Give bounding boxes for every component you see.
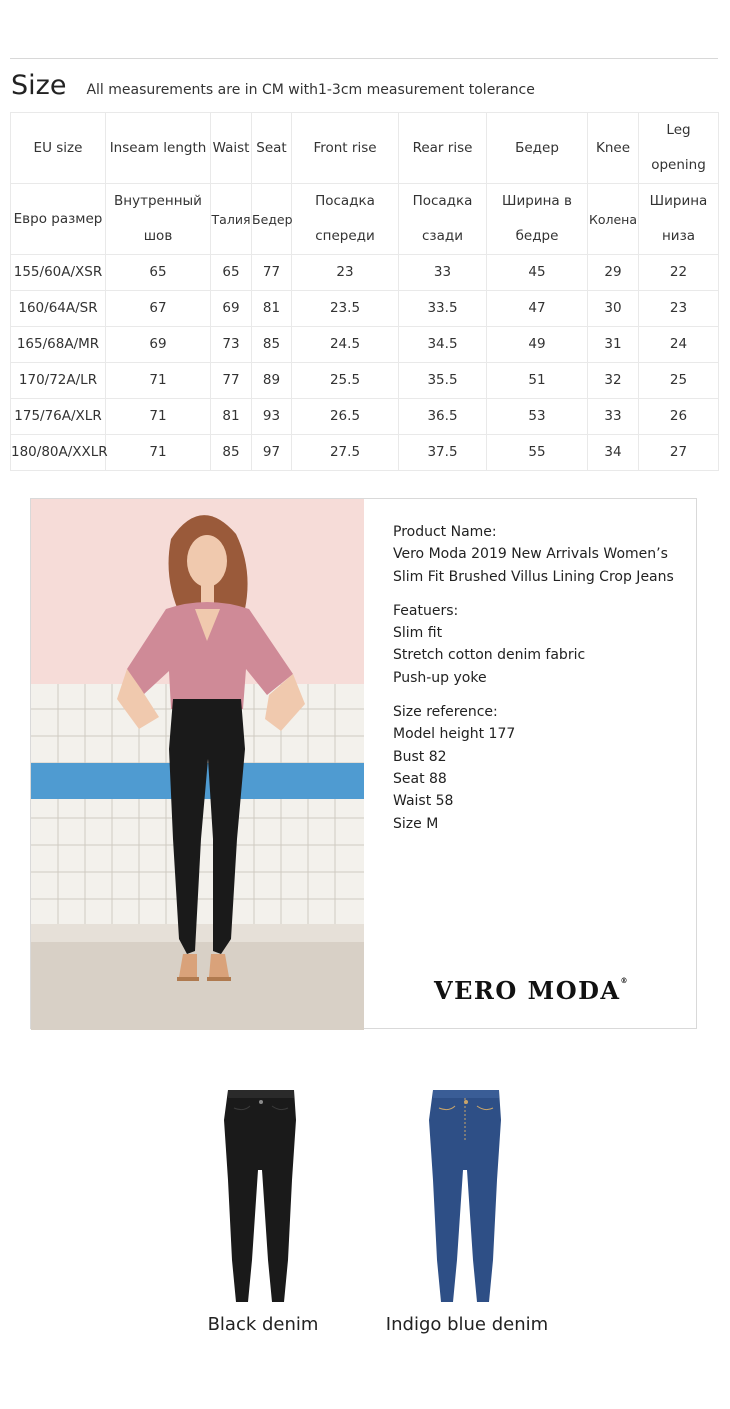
table-cell: 73 [211, 327, 252, 363]
table-cell: 180/80A/XXLR [11, 435, 106, 471]
size-reference-label: Size reference: [393, 704, 498, 721]
header-cell: Талия [211, 184, 252, 255]
indigo-jeans-icon [385, 1080, 545, 1310]
table-cell: 85 [252, 327, 292, 363]
header-cell: Rear rise [399, 113, 487, 184]
size-note: All measurements are in CM with1-3cm measurement tolerance [86, 82, 535, 98]
registered-mark: ® [620, 976, 628, 985]
size-reference-item: Seat 88 [393, 770, 447, 787]
table-cell: 67 [106, 291, 211, 327]
size-header [11, 70, 535, 104]
feature-item: Stretch cotton denim fabric [393, 647, 586, 664]
table-cell: 34 [588, 435, 639, 471]
table-cell: 33.5 [399, 291, 487, 327]
header-cell: Евро размер [11, 184, 106, 255]
table-cell: 53 [487, 399, 588, 435]
black-jeans-illustration [180, 1080, 340, 1310]
header-cell [639, 113, 719, 184]
table-cell: 22 [639, 255, 719, 291]
features-block [393, 600, 693, 689]
model-photo [31, 499, 364, 1030]
table-cell: 89 [252, 363, 292, 399]
table-cell: 26 [639, 399, 719, 435]
feature-item: Push-up yoke [393, 669, 487, 686]
table-cell: 34.5 [399, 327, 487, 363]
table-cell: 81 [211, 399, 252, 435]
header-cell: Waist [211, 113, 252, 184]
table-row [11, 435, 719, 471]
table-cell: 24.5 [292, 327, 399, 363]
size-reference-block [393, 701, 693, 835]
product-name-label: Product Name: [393, 524, 497, 540]
header-cell [639, 184, 719, 255]
black-jeans-icon [180, 1080, 340, 1310]
product-name-block [393, 521, 693, 588]
table-row [11, 363, 719, 399]
feature-item: Slim fit [393, 625, 443, 642]
table-cell: 69 [106, 327, 211, 363]
swatch-label-black: Black denim [207, 1314, 319, 1335]
product-name-line: Slim Fit Brushed Villus Lining Crop Jeans [393, 568, 674, 585]
table-row [11, 327, 719, 363]
table-cell: 165/68A/MR [11, 327, 106, 363]
table-cell: 31 [588, 327, 639, 363]
table-cell: 77 [211, 363, 252, 399]
size-chart-table [10, 112, 719, 471]
size-reference-item: Waist 58 [393, 793, 454, 810]
size-reference-item: Bust 82 [393, 748, 447, 765]
table-row [11, 291, 719, 327]
table-cell: 65 [211, 255, 252, 291]
product-name-line: Vero Moda 2019 New Arrivals Women’s [393, 546, 668, 563]
table-cell: 71 [106, 435, 211, 471]
table-cell: 77 [252, 255, 292, 291]
table-cell: 30 [588, 291, 639, 327]
indigo-jeans-illustration [385, 1080, 545, 1310]
size-title: Size [11, 70, 67, 101]
header-row-ru [11, 184, 719, 255]
table-cell: 23.5 [292, 291, 399, 327]
header-row-en [11, 113, 719, 184]
header-cell [106, 184, 211, 255]
table-cell: 55 [487, 435, 588, 471]
header-cell-wrapped: Ширина низа [649, 193, 708, 244]
table-cell: 27.5 [292, 435, 399, 471]
table-cell: 81 [252, 291, 292, 327]
table-cell: 65 [106, 255, 211, 291]
table-cell: 47 [487, 291, 588, 327]
table-cell: 45 [487, 255, 588, 291]
table-cell: 175/76A/XLR [11, 399, 106, 435]
header-cell: Бедер [487, 113, 588, 184]
header-cell: Колена [588, 184, 639, 255]
table-cell: 27 [639, 435, 719, 471]
table-row [11, 255, 719, 291]
table-cell: 97 [252, 435, 292, 471]
table-cell: 49 [487, 327, 588, 363]
table-cell: 69 [211, 291, 252, 327]
table-row [11, 399, 719, 435]
brand-name: VERO MODA [434, 976, 621, 1005]
header-cell-wrapped: Внутренный шов [114, 193, 202, 244]
header-cell: Front rise [292, 113, 399, 184]
table-cell: 23 [639, 291, 719, 327]
size-reference-item: Model height 177 [393, 726, 516, 743]
table-cell: 155/60A/XSR [11, 255, 106, 291]
swatch-label-indigo: Indigo blue denim [385, 1314, 549, 1335]
vero-moda-logo [434, 976, 628, 1005]
table-cell: 25.5 [292, 363, 399, 399]
header-cell [399, 184, 487, 255]
table-cell: 51 [487, 363, 588, 399]
features-label: Featuers: [393, 602, 459, 619]
header-cell: EU size [11, 113, 106, 184]
table-cell: 24 [639, 327, 719, 363]
header-cell: Seat [252, 113, 292, 184]
header-cell-wrapped: Посадка сзади [412, 193, 473, 244]
header-cell-wrapped: Посадка спереди [315, 193, 375, 244]
table-cell: 32 [588, 363, 639, 399]
table-cell: 33 [588, 399, 639, 435]
header-cell: Inseam length [106, 113, 211, 184]
header-cell-wrapped: Leg opening [651, 122, 706, 173]
header-cell-wrapped: Ширина в бедре [502, 193, 572, 244]
table-cell: 85 [211, 435, 252, 471]
product-details [393, 521, 693, 847]
model-illustration [31, 499, 364, 1030]
table-cell: 26.5 [292, 399, 399, 435]
size-reference-item: Size M [393, 815, 439, 832]
table-cell: 71 [106, 399, 211, 435]
table-cell: 160/64A/SR [11, 291, 106, 327]
table-cell: 36.5 [399, 399, 487, 435]
header-cell: Knee [588, 113, 639, 184]
table-cell: 71 [106, 363, 211, 399]
top-divider [10, 58, 718, 59]
table-cell: 35.5 [399, 363, 487, 399]
table-cell: 25 [639, 363, 719, 399]
table-cell: 23 [292, 255, 399, 291]
table-cell: 93 [252, 399, 292, 435]
header-cell [292, 184, 399, 255]
product-info-panel [30, 498, 697, 1029]
table-cell: 33 [399, 255, 487, 291]
table-cell: 37.5 [399, 435, 487, 471]
table-cell: 29 [588, 255, 639, 291]
table-cell: 170/72A/LR [11, 363, 106, 399]
header-cell [487, 184, 588, 255]
header-cell: Бедер [252, 184, 292, 255]
